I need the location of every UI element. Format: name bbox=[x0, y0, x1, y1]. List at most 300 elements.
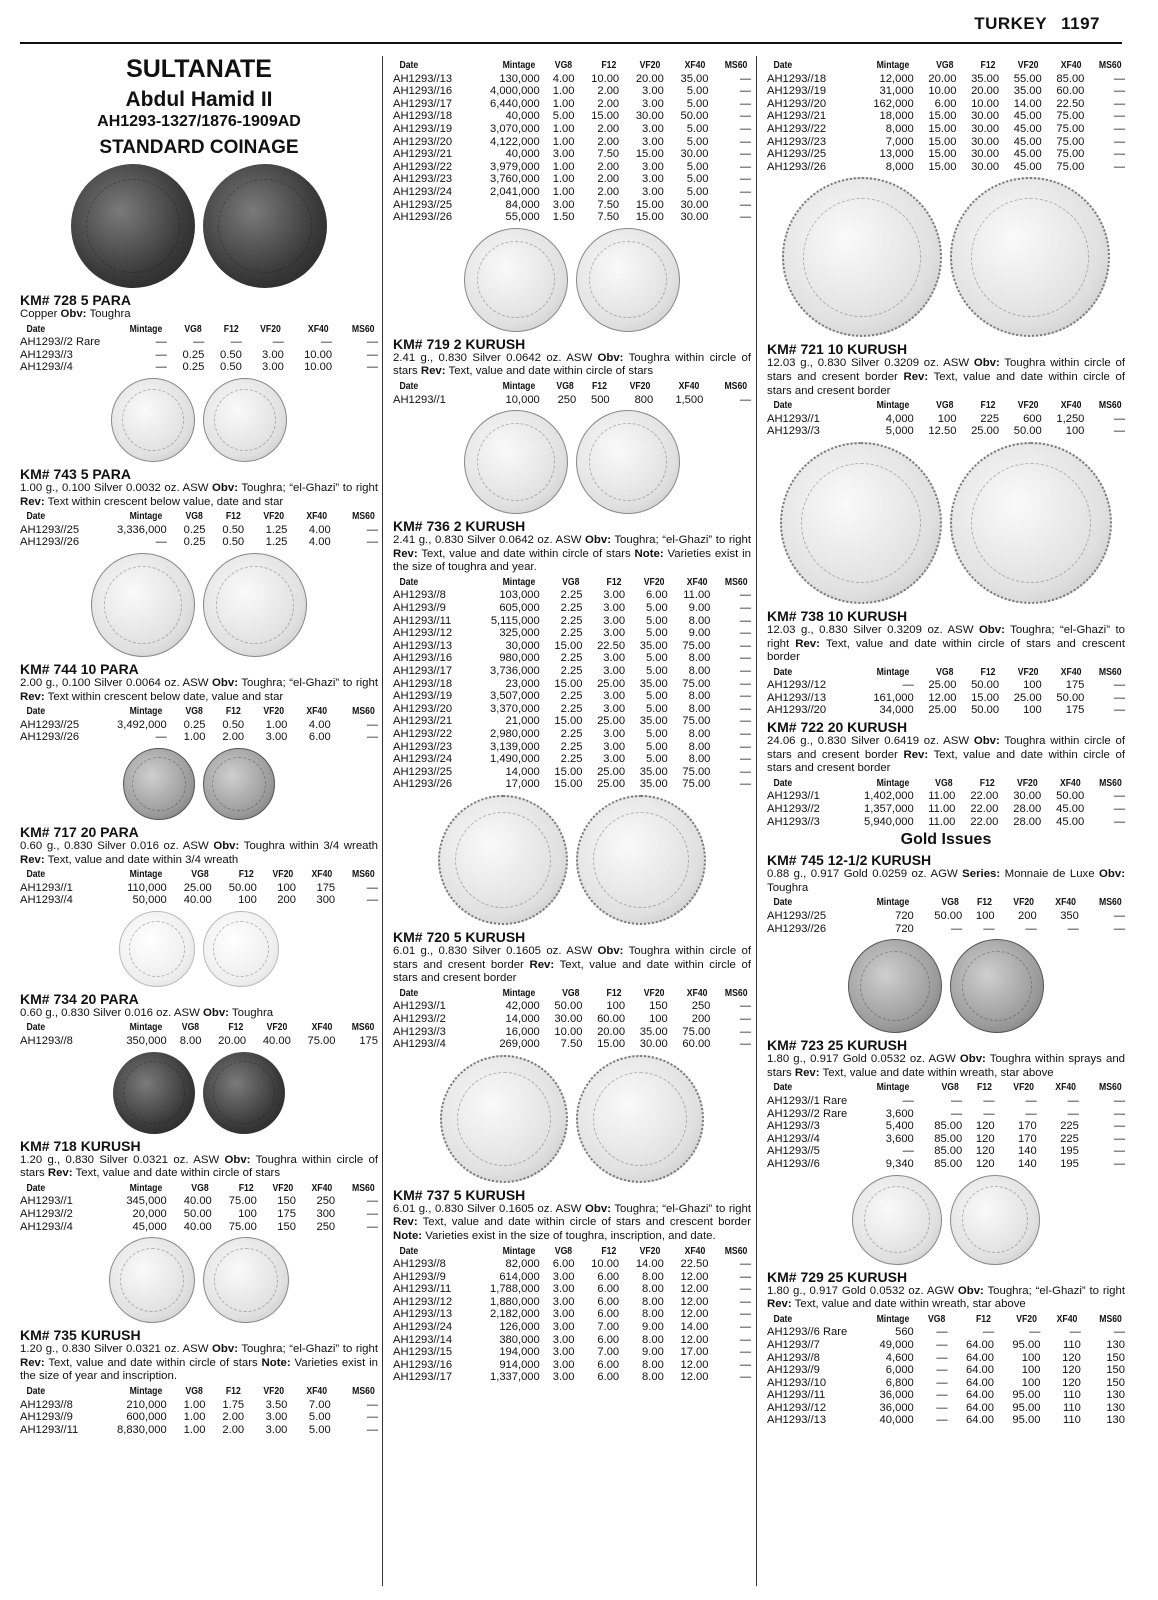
table-cell: 3.00 bbox=[552, 1333, 575, 1346]
table-cell: AH1293//6 bbox=[767, 1157, 820, 1170]
table-row bbox=[20, 719, 378, 732]
table-cell: 6.00 bbox=[597, 1283, 620, 1296]
table-cell: 10.00 bbox=[591, 1258, 620, 1271]
table-cell: AH1293//9 bbox=[393, 1270, 446, 1283]
table-cell: 100 bbox=[1065, 425, 1085, 438]
column-header: Mintage bbox=[876, 60, 910, 71]
table-cell: — bbox=[1025, 1107, 1037, 1120]
coin-obverse-image bbox=[71, 164, 195, 288]
table-cell: 85.00 bbox=[934, 1120, 963, 1133]
table-row bbox=[767, 923, 1125, 936]
table-cell: 120 bbox=[975, 1120, 995, 1133]
table-cell: — bbox=[739, 1025, 751, 1038]
table-cell: 1,337,000 bbox=[489, 1371, 540, 1384]
table-cell: 75.00 bbox=[682, 778, 711, 791]
table-cell: 20.00 bbox=[218, 1035, 247, 1048]
column-header: Date bbox=[773, 400, 793, 412]
table-cell: 12.00 bbox=[680, 1295, 709, 1308]
table-cell: 50.00 bbox=[1013, 425, 1042, 438]
table-row bbox=[767, 1120, 1125, 1133]
coin-images bbox=[393, 1055, 751, 1183]
column-header: Date bbox=[399, 380, 419, 392]
table-cell: — bbox=[739, 1346, 751, 1359]
price-table bbox=[393, 577, 751, 791]
table-cell: 31,000 bbox=[879, 85, 914, 98]
table-cell: 5.00 bbox=[686, 160, 709, 173]
table-row bbox=[393, 715, 751, 728]
table-cell: — bbox=[739, 728, 751, 740]
table-cell: 45.00 bbox=[1013, 135, 1042, 148]
column-header: XF40 bbox=[311, 1022, 333, 1034]
column-header: VG8 bbox=[181, 1022, 199, 1034]
table-cell: 150 bbox=[649, 1000, 668, 1013]
table-cell: AH1293//9 bbox=[20, 1411, 73, 1424]
table-cell: — bbox=[366, 731, 378, 744]
table-cell: 120 bbox=[975, 1157, 995, 1170]
table-cell: 350,000 bbox=[126, 1035, 167, 1048]
table-cell: 140 bbox=[1018, 1157, 1037, 1170]
table-row bbox=[393, 665, 751, 678]
table-cell: 5.00 bbox=[645, 740, 668, 753]
table-row bbox=[393, 199, 751, 212]
coin-images bbox=[20, 1237, 378, 1323]
table-cell: 1.00 bbox=[183, 1423, 206, 1436]
table-cell: 82,000 bbox=[505, 1258, 540, 1271]
table-cell: 50.00 bbox=[1056, 790, 1085, 803]
table-cell: — bbox=[1113, 704, 1125, 717]
table-cell: 3,336,000 bbox=[116, 523, 167, 536]
table-cell: — bbox=[1067, 922, 1079, 935]
table-cell: 8.00 bbox=[688, 702, 711, 715]
description-text: Toughra within circle of stars and cresent border bbox=[767, 735, 1125, 761]
table-cell: 10.00 bbox=[928, 85, 957, 98]
table-cell: 4,000,000 bbox=[489, 85, 540, 98]
table-cell: — bbox=[739, 778, 751, 791]
table-cell: AH1293//17 bbox=[393, 1371, 453, 1384]
table-cell: AH1293//1 bbox=[20, 881, 73, 894]
table-cell: 1.00 bbox=[552, 160, 575, 173]
table-cell: 85.00 bbox=[934, 1145, 963, 1158]
table-cell: 3.00 bbox=[265, 1411, 288, 1424]
table-cell: 1.00 bbox=[552, 135, 575, 148]
table-row bbox=[767, 1158, 1125, 1171]
table-row bbox=[393, 110, 751, 123]
column-header: MS60 bbox=[352, 1022, 375, 1034]
price-table bbox=[20, 869, 378, 907]
description-text: 6.01 g., 0.830 Silver 0.1605 oz. ASW bbox=[393, 1202, 586, 1215]
column-3 bbox=[767, 58, 1125, 1427]
table-cell: 380,000 bbox=[499, 1333, 540, 1346]
coin-reverse-image bbox=[950, 177, 1110, 337]
catalog-entry bbox=[393, 929, 751, 1051]
table-cell: 2.00 bbox=[222, 1411, 245, 1424]
table-cell: 64.00 bbox=[966, 1401, 994, 1414]
column-header: MS60 bbox=[351, 323, 375, 335]
table-cell: 6.00 bbox=[597, 1308, 620, 1321]
table-cell: AH1293//3 bbox=[20, 348, 73, 361]
coin-obverse-image bbox=[119, 911, 195, 987]
column-header: Date bbox=[26, 1022, 46, 1034]
table-cell: 175 bbox=[1065, 679, 1085, 692]
table-cell: 0.50 bbox=[222, 718, 245, 731]
entry-title: KM# 728 5 PARA bbox=[20, 292, 132, 308]
table-cell: — bbox=[936, 1351, 948, 1364]
table-cell: — bbox=[739, 639, 751, 652]
column-header: VG8 bbox=[941, 1082, 959, 1094]
table-cell: — bbox=[739, 97, 751, 110]
table-row bbox=[767, 1095, 1125, 1108]
table-cell: 0.50 bbox=[222, 523, 245, 536]
table-row bbox=[767, 123, 1125, 136]
table-cell: 8.00 bbox=[642, 1358, 664, 1371]
table-cell: 10.00 bbox=[554, 1025, 583, 1038]
table-cell: — bbox=[739, 1038, 751, 1051]
table-cell: 35.00 bbox=[1013, 85, 1042, 98]
table-cell: 1,490,000 bbox=[489, 753, 540, 766]
entry-title: KM# 745 12-1/2 KURUSH bbox=[767, 852, 932, 869]
column-header: MS60 bbox=[725, 987, 748, 999]
table-cell: — bbox=[739, 393, 751, 406]
table-cell: 75.00 bbox=[682, 1025, 711, 1038]
description-text: Toughra; “el-Ghazi” to right bbox=[238, 1343, 378, 1356]
table-cell: 3.00 bbox=[603, 702, 626, 715]
table-cell: AH1293//9 bbox=[393, 602, 446, 615]
table-cell: 22.00 bbox=[970, 815, 999, 828]
description-text: 2.41 g., 0.830 Silver 0.0642 oz. ASW bbox=[393, 351, 598, 364]
table-cell: 110 bbox=[1062, 1338, 1081, 1351]
table-cell: 40,000 bbox=[505, 148, 540, 161]
coin-reverse-image bbox=[203, 164, 327, 288]
table-cell: 36,000 bbox=[879, 1401, 914, 1414]
table-cell: 195 bbox=[1060, 1157, 1079, 1170]
price-table bbox=[20, 324, 378, 374]
table-cell: AH1293//4 bbox=[20, 1220, 73, 1233]
table-cell: 2.25 bbox=[560, 753, 583, 766]
table-cell: 3.00 bbox=[265, 1423, 288, 1436]
table-cell: 100 bbox=[1021, 1364, 1041, 1377]
table-cell: 6.00 bbox=[597, 1358, 620, 1371]
table-cell: AH1293//9 bbox=[767, 1364, 820, 1377]
column-header: Mintage bbox=[129, 869, 163, 881]
table-cell: 6.00 bbox=[645, 589, 668, 602]
table-row bbox=[767, 425, 1125, 438]
entry-title: KM# 738 10 KURUSH bbox=[767, 607, 908, 624]
table-cell: 12.50 bbox=[928, 425, 957, 438]
table-cell: 15.00 bbox=[928, 135, 957, 148]
table-row bbox=[393, 148, 751, 161]
table-cell: 1.00 bbox=[552, 85, 575, 98]
description-text: Text within crescent below date, value and star bbox=[44, 690, 284, 703]
table-cell: 25.00 bbox=[1013, 691, 1042, 704]
table-cell: 6.00 bbox=[308, 731, 331, 744]
table-cell: 5.00 bbox=[686, 185, 709, 198]
table-row bbox=[393, 753, 751, 766]
column-header: F12 bbox=[226, 511, 242, 523]
table-cell: 1,357,000 bbox=[863, 803, 914, 816]
table-cell: 8.00 bbox=[688, 728, 711, 740]
column-header: F12 bbox=[977, 897, 993, 909]
column-header: XF40 bbox=[1057, 1313, 1078, 1325]
catalog-entry bbox=[393, 518, 751, 791]
table-cell: AH1293//25 bbox=[20, 718, 80, 731]
description-label: Obv: bbox=[973, 357, 1000, 370]
table-cell: 28.00 bbox=[1013, 803, 1042, 816]
description-text: 24.06 g., 0.830 Silver 0.6419 oz. ASW bbox=[767, 735, 974, 748]
table-cell: 25.00 bbox=[597, 778, 626, 791]
table-row bbox=[393, 602, 751, 615]
description-text: Text, value and date within circle of stars bbox=[72, 1167, 281, 1180]
column-header: Mintage bbox=[129, 511, 163, 523]
table-cell: 3.00 bbox=[642, 160, 664, 173]
column-header: Date bbox=[399, 1245, 419, 1257]
table-cell: 3.00 bbox=[262, 348, 284, 361]
table-row bbox=[767, 98, 1125, 111]
table-row bbox=[393, 1371, 751, 1384]
column-header: F12 bbox=[226, 1386, 242, 1397]
description-text: Toughra; “el-Ghazi” to right bbox=[767, 623, 1125, 650]
table-cell: — bbox=[366, 1398, 378, 1411]
table-cell: 130 bbox=[1106, 1338, 1125, 1351]
table-cell: AH1293//4 bbox=[767, 1132, 820, 1145]
page-number: 1197 bbox=[1061, 14, 1100, 33]
table-cell: 35.00 bbox=[639, 639, 668, 652]
table-cell: 15.00 bbox=[554, 715, 583, 728]
table-cell: 2.00 bbox=[597, 122, 620, 135]
table-cell: 49,000 bbox=[879, 1338, 914, 1351]
column-header: XF40 bbox=[684, 60, 706, 71]
table-cell: 600,000 bbox=[126, 1411, 167, 1424]
entry-description bbox=[20, 677, 378, 704]
table-cell: — bbox=[1113, 1157, 1125, 1170]
table-cell: 95.00 bbox=[1012, 1401, 1041, 1414]
table-cell: 9.00 bbox=[642, 1346, 664, 1359]
table-row bbox=[393, 766, 751, 779]
description-label: Obv: bbox=[60, 308, 87, 320]
description-label: Rev: bbox=[903, 370, 929, 383]
column-header: VG8 bbox=[185, 1386, 203, 1397]
table-cell: — bbox=[1113, 922, 1125, 935]
table-row bbox=[20, 361, 378, 374]
table-cell: AH1293//17 bbox=[393, 97, 453, 110]
table-row bbox=[393, 1258, 751, 1271]
table-cell: 0.25 bbox=[183, 523, 206, 536]
table-cell: AH1293//13 bbox=[393, 639, 453, 652]
table-cell: 15.00 bbox=[928, 110, 957, 123]
description-text: 1.80 g., 0.917 Gold 0.0532 oz. AGW bbox=[767, 1284, 958, 1297]
description-text: 1.00 g., 0.100 Silver 0.0032 oz. ASW bbox=[20, 481, 213, 494]
column-header: F12 bbox=[980, 777, 996, 789]
catalog-entry bbox=[20, 991, 378, 1048]
table-cell: 5.00 bbox=[645, 627, 668, 640]
description-text: Text, value and date within circle of stars and cresent border bbox=[767, 370, 1125, 397]
table-cell: 5.00 bbox=[552, 110, 575, 123]
column-header: VG8 bbox=[554, 1245, 572, 1257]
table-cell: — bbox=[366, 536, 378, 549]
description-label: Obv: bbox=[597, 351, 624, 364]
catalog-entry bbox=[20, 661, 378, 744]
table-cell: 2.00 bbox=[597, 160, 620, 173]
catalog-entry bbox=[20, 292, 378, 374]
table-cell: 30.00 bbox=[680, 148, 709, 161]
table-cell: 1.25 bbox=[265, 523, 288, 536]
column-header: MS60 bbox=[1099, 666, 1122, 678]
table-cell: AH1293//19 bbox=[767, 85, 827, 98]
description-label: Rev: bbox=[795, 637, 820, 650]
description-text: Monnaie de Luxe bbox=[1000, 868, 1100, 881]
coin-reverse-image bbox=[203, 553, 307, 657]
table-cell: 14.00 bbox=[680, 1321, 709, 1334]
table-cell: 1.25 bbox=[265, 536, 288, 549]
table-cell: 8.00 bbox=[688, 740, 711, 753]
table-cell: 17,000 bbox=[505, 778, 540, 791]
table-cell: 30.00 bbox=[971, 148, 1000, 161]
table-cell: — bbox=[1113, 815, 1125, 828]
description-text: Toughra bbox=[86, 308, 131, 320]
table-cell: AH1293//1 Rare bbox=[767, 1094, 848, 1107]
column-header: VF20 bbox=[1012, 897, 1034, 909]
table-cell: 15.00 bbox=[635, 198, 664, 211]
table-cell: AH1293//16 bbox=[393, 85, 453, 98]
description-text: 1.20 g., 0.830 Silver 0.0321 oz. ASW bbox=[20, 1153, 225, 1166]
table-cell: 3,492,000 bbox=[116, 718, 167, 731]
column-header: VG8 bbox=[935, 60, 954, 71]
coin-obverse-image bbox=[123, 748, 195, 820]
description-label: Obv: bbox=[978, 623, 1005, 636]
description-text: Toughra within circle of stars and cresent border bbox=[393, 944, 751, 971]
table-row bbox=[767, 136, 1125, 149]
table-cell: 7.50 bbox=[597, 211, 620, 224]
description-text: Toughra; “el-Ghazi” to right bbox=[611, 534, 751, 547]
table-cell: 8.00 bbox=[179, 1035, 202, 1048]
table-row bbox=[767, 803, 1125, 816]
table-cell: 6,000 bbox=[885, 1364, 914, 1377]
description-text: 2.00 g., 0.100 Silver 0.0064 oz. ASW bbox=[20, 676, 213, 689]
table-cell: 100 bbox=[1023, 704, 1042, 717]
column-header: XF40 bbox=[1060, 400, 1082, 412]
column-header: VF20 bbox=[1017, 400, 1039, 412]
table-cell: 1.00 bbox=[552, 173, 575, 186]
column-header: Date bbox=[773, 666, 793, 678]
table-cell: 120 bbox=[1062, 1351, 1081, 1364]
table-cell: 3.00 bbox=[603, 627, 626, 640]
description-text: 12.03 g., 0.830 Silver 0.3209 oz. ASW bbox=[767, 357, 974, 370]
table-cell: AH1293//2 Rare bbox=[767, 1107, 848, 1120]
price-table bbox=[393, 1246, 751, 1385]
table-row bbox=[20, 1208, 378, 1221]
table-cell: 162,000 bbox=[873, 97, 914, 110]
table-cell: 300 bbox=[316, 894, 336, 907]
table-cell: 40.00 bbox=[183, 894, 212, 907]
table-cell: — bbox=[739, 627, 751, 640]
coin-obverse-image bbox=[848, 939, 942, 1033]
reign-dates: AH1293-1327/1876-1909AD bbox=[97, 113, 301, 130]
table-cell: 5.00 bbox=[645, 652, 668, 665]
table-cell: 120 bbox=[1062, 1376, 1081, 1389]
table-cell: 13,000 bbox=[879, 148, 914, 161]
table-cell: AH1293//12 bbox=[393, 1295, 453, 1308]
table-cell: 25.00 bbox=[183, 881, 212, 894]
table-cell: 1.00 bbox=[552, 122, 575, 135]
table-cell: AH1293//13 bbox=[393, 1308, 453, 1321]
table-row bbox=[767, 1145, 1125, 1158]
table-cell: 14,000 bbox=[505, 765, 540, 778]
price-table bbox=[767, 400, 1125, 438]
entry-description bbox=[393, 534, 751, 575]
entry-title: KM# 717 20 PARA bbox=[20, 823, 139, 840]
table-cell: 6,800 bbox=[885, 1376, 914, 1389]
table-cell: AH1293//26 bbox=[393, 211, 453, 224]
column-2 bbox=[393, 58, 751, 1384]
table-cell: 75.00 bbox=[1056, 122, 1085, 135]
table-cell: 2.25 bbox=[560, 665, 583, 678]
description-label: Obv: bbox=[213, 839, 240, 852]
table-row bbox=[20, 524, 378, 537]
coin-images bbox=[20, 748, 378, 820]
table-cell: 15.00 bbox=[554, 677, 583, 690]
table-cell: AH1293//13 bbox=[767, 691, 827, 704]
table-cell: AH1293//11 bbox=[20, 1423, 79, 1436]
description-label: Rev: bbox=[20, 690, 45, 703]
column-header: Date bbox=[26, 1386, 46, 1397]
table-cell: 50.00 bbox=[228, 881, 257, 894]
column-header: VF20 bbox=[1017, 777, 1039, 789]
coinage-heading: STANDARD COINAGE bbox=[99, 137, 299, 158]
entry-description bbox=[767, 1053, 1125, 1080]
table-cell: — bbox=[739, 1321, 751, 1334]
table-row bbox=[767, 1389, 1125, 1402]
coin-reverse-image bbox=[576, 410, 680, 514]
description-text: 12.03 g., 0.830 Silver 0.3209 oz. ASW bbox=[767, 623, 979, 636]
catalog-entry bbox=[20, 824, 378, 907]
column-header: MS60 bbox=[352, 869, 375, 881]
table-cell: 560 bbox=[895, 1326, 914, 1339]
table-cell: — bbox=[1113, 122, 1125, 135]
table-cell: — bbox=[739, 1333, 751, 1346]
table-cell: AH1293//11 bbox=[393, 614, 452, 627]
table-cell: 3.00 bbox=[603, 652, 626, 665]
table-cell: — bbox=[739, 1283, 751, 1296]
table-cell: — bbox=[739, 715, 751, 728]
coin-reverse-image bbox=[576, 1055, 704, 1183]
table-cell: 720 bbox=[895, 922, 914, 935]
table-row bbox=[393, 652, 751, 665]
coin-reverse-image bbox=[576, 228, 680, 332]
table-cell: 22.00 bbox=[970, 790, 999, 803]
table-cell: — bbox=[1113, 97, 1125, 110]
coin-obverse-image bbox=[464, 410, 568, 514]
catalog-entry bbox=[393, 60, 751, 224]
table-cell: 600 bbox=[1023, 412, 1042, 425]
coin-images bbox=[393, 795, 751, 925]
table-cell: 3.00 bbox=[262, 361, 284, 374]
table-cell: 20.00 bbox=[971, 85, 1000, 98]
table-cell: 175 bbox=[277, 1208, 296, 1221]
table-cell: AH1293//23 bbox=[767, 135, 827, 148]
table-cell: AH1293//20 bbox=[767, 704, 827, 717]
table-cell: — bbox=[1113, 1326, 1125, 1339]
table-cell: 175 bbox=[316, 881, 336, 894]
table-row bbox=[393, 136, 751, 149]
table-cell: AH1293//3 bbox=[393, 1025, 446, 1038]
column-header: F12 bbox=[238, 1182, 254, 1194]
description-text: Text, value and date within wreath, star above bbox=[791, 1298, 1026, 1311]
table-cell: 2.00 bbox=[597, 135, 620, 148]
table-cell: AH1293//3 bbox=[767, 425, 820, 438]
table-row bbox=[393, 1321, 751, 1334]
table-cell: — bbox=[366, 336, 378, 349]
table-cell: 5.00 bbox=[308, 1423, 331, 1436]
column-header: XF40 bbox=[306, 511, 328, 523]
